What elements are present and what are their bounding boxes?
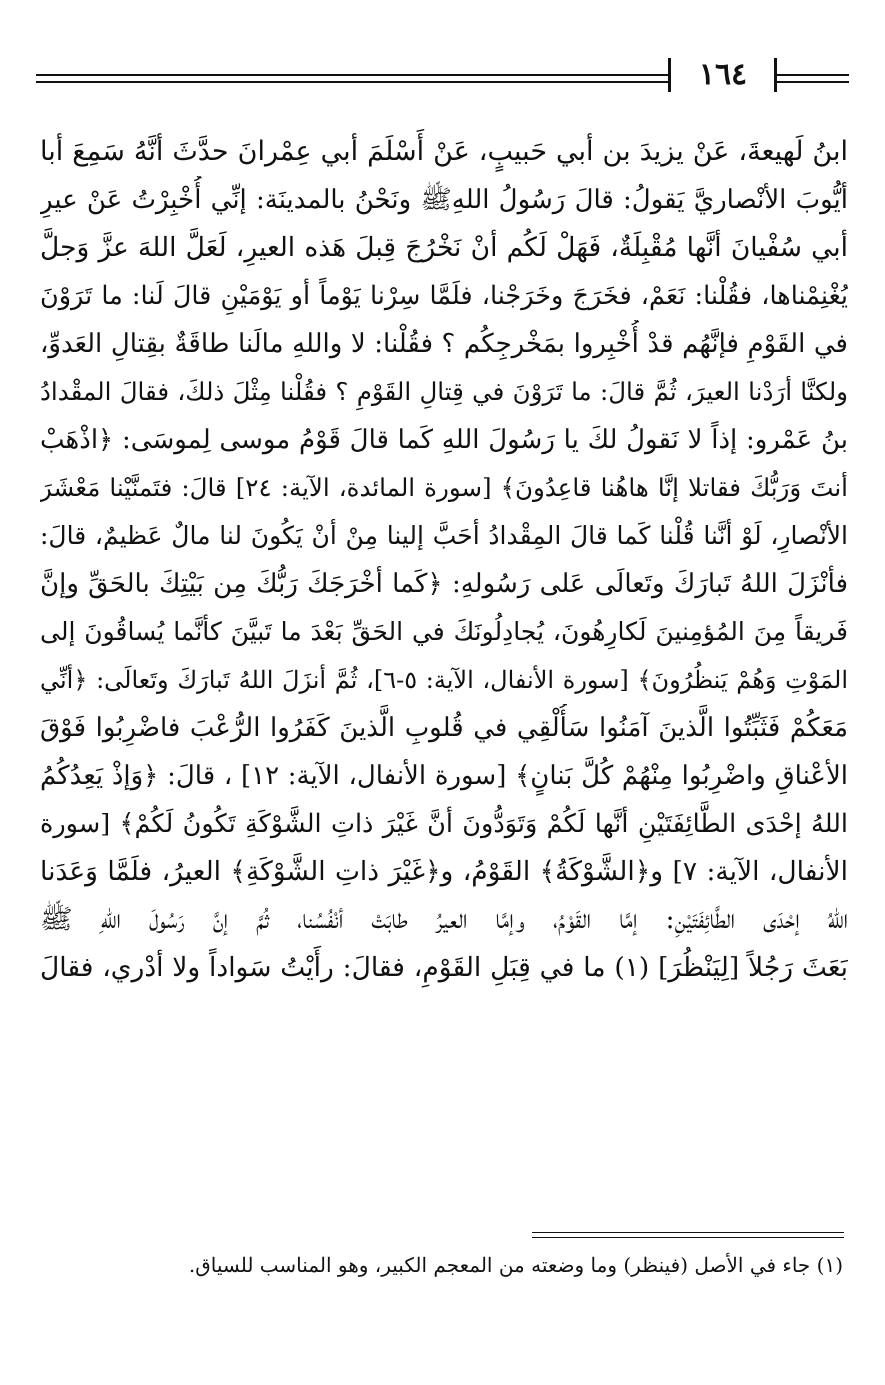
text-line: في القَوْمِ فإنَّهُم قدْ أُخْبِروا بمَخْرجِكُم ؟ فقُلْنا: لا واللهِ مالَنا طاقَةٌ بقِتالِ العَدوِّ، bbox=[40, 329, 848, 359]
text-line: أيُّوبَ الأنْصاريَّ يَقولُ: قالَ رَسُولُ اللهِﷺ ونَحْنُ بالمدينَة: إنِّي أُخْبِرْتُ عَنْ عيرِ bbox=[40, 185, 848, 215]
text-line: فأنْزَلَ اللهُ تَبارَكَ وتَعالَى عَلى رَسُولهِ: ﴿كَما أخْرَجَكَ رَبُّكَ مِن بَيْتِكَ بالحَقِّ وإنَّ bbox=[40, 569, 848, 599]
footnote: (١) جاء في الأصل (فينظر) وما وضعته من المعجم الكبير، وهو المناسب للسياق. bbox=[188, 1253, 843, 1277]
header-bar-left bbox=[668, 58, 671, 92]
page-number: ١٦٤ bbox=[698, 57, 748, 92]
page-header bbox=[36, 52, 849, 96]
text-line: ولكنَّا أرَدْنا العيرَ، ثُمَّ قالَ: ما تَرَوْنَ في قِتالِ القَوْمِ ؟ فقُلْنا مِثْلَ ذلكَ، فقالَ المقْدادُ bbox=[40, 377, 848, 406]
header-double-rule-left bbox=[36, 74, 668, 83]
text-line: الأنْصارِ، لَوْ أنَّنا قُلْنا كَما قالَ المِقْدادُ أحَبَّ إلينا مِنْ أنْ يَكُونَ لنا مالٌ عَظيمٌ، قالَ: bbox=[40, 521, 848, 550]
text-line: يُغْنِمْناها، فقُلْنا: نَعَمْ، فخَرَجَ وخَرَجْنا، فلَمَّا سِرْنا يَوْماً أو يَوْمَيْنِ قالَ لَنا: ما تَرَوْنَ bbox=[40, 281, 848, 311]
text-line: ابنُ لَهيعةَ، عَنْ يزيدَ بن أبي حَبيبٍ، عَنْ أَسْلَمَ أبي عِمْرانَ حدَّثَ أنَّهُ سَمِعَ أبا bbox=[40, 136, 848, 167]
text-line: أنتَ وَرَبُّكَ فقاتلا إنَّا هاهُنا قاعِدُونَ﴾ [سورة المائدة، الآية: ٢٤] قالَ: فتَمنَّيْنا مَعْشَرَ bbox=[40, 473, 848, 502]
text-line: بَعَثَ رَجُلاً [لِيَنْظُرَ] (١) ما في قِبَلِ القَوْمِ، فقالَ: رأَيْتُ سَواداً ولا أدْري، فقالَ bbox=[40, 952, 848, 983]
footnote-separator bbox=[532, 1232, 844, 1233]
text-line: الأنفال، الآية: ٧] و﴿الشَّوْكَةُ﴾ القَوْمُ، و﴿غَيْرَ ذاتِ الشَّوْكَةِ﴾ العيرُ، فلَمَّا وَعَدَنا bbox=[40, 856, 848, 887]
body-text bbox=[40, 128, 848, 992]
text-line: فَريقاً مِنَ المُؤمِنينَ لَكارِهُونَ، يُجادِلُونَكَ في الحَقِّ بَعْدَ ما تَبيَّنَ كأنَّما يُساقُونَ إلى bbox=[40, 617, 848, 646]
text-line: المَوْتِ وَهُمْ يَنظُرُونَ﴾ [سورة الأنفال، الآية: ٥-٦]، ثُمَّ أنزَلَ اللهُ تَبارَكَ وتَعالَى: ﴿أنِّي bbox=[40, 666, 848, 694]
footnote-separator-inner bbox=[532, 1237, 844, 1238]
text-line: اللهُ إحْدَى الطَّائِفَتَيْنِ أنَّها لَكُمْ وَتَوَدُّونَ أنَّ غَيْرَ ذاتِ الشَّوْكَةِ تَكُونُ لَكُمْ﴾ [سورة bbox=[40, 809, 848, 839]
text-line: مَعَكُمْ فَثَبِّتُوا الَّذينَ آمَنُوا سَأُلْقِي في قُلوبِ الَّذينَ كَفَرُوا الرُّعْبَ فاضْرِبُوا فَوْقَ bbox=[40, 713, 848, 743]
text-line: اللهُ إحْدَى الطَّائِفَتَيْنِ: إمَّا القَوْمُ، وإمَّا العيرُ طابَتْ أنْفُسُنا، ثُمَّ إنَّ رَسُولَ اللهِ ﷺ bbox=[40, 904, 848, 935]
text-line: بنُ عَمْرو: إذاً لا نَقولُ لكَ يا رَسُولَ اللهِ كَما قالَ قَوْمُ موسى لِموسَى: ﴿اذْهَبْ bbox=[40, 425, 848, 455]
text-line: الأعْناقِ واضْرِبُوا مِنْهُمْ كُلَّ بَنانٍ﴾ [سورة الأنفال، الآية: ١٢] ، قالَ: ﴿وَإذْ يَعِدُكُمُ bbox=[40, 761, 848, 791]
text-line: أبي سُفْيانَ أنَّها مُقْبِلَةٌ، فَهَلْ لَكُم أنْ نَخْرُجَ قِبلَ هَذه العيرِ، لَعَلَّ اللهَ عزَّ وَجلَّ bbox=[40, 232, 848, 263]
header-double-rule-right bbox=[777, 74, 849, 83]
